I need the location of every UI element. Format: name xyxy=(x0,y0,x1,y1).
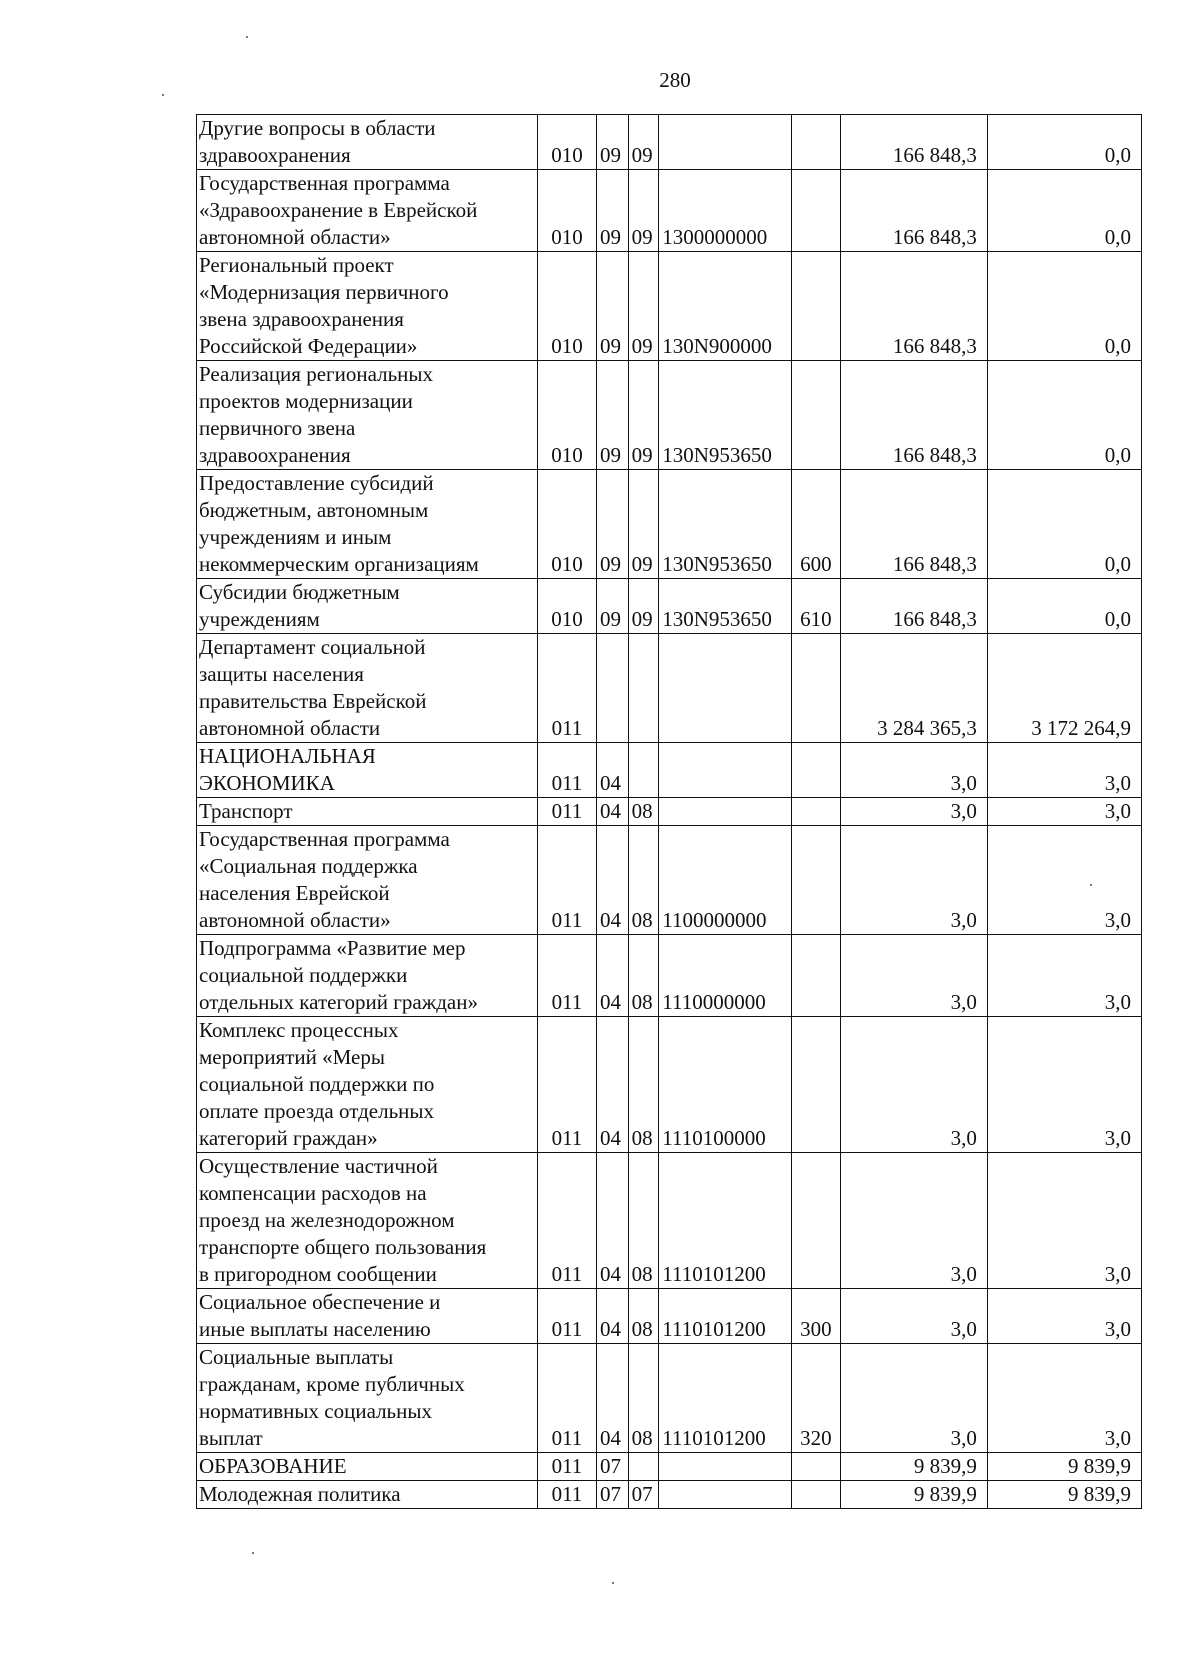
ministry-code-cell: 011 xyxy=(537,1453,596,1481)
item-name-cell xyxy=(197,470,538,579)
amount-second-cell: 3,0 xyxy=(987,798,1141,826)
table-row xyxy=(197,361,1142,470)
item-name-line: Департамент социальной xyxy=(199,635,426,659)
section-code-cell: 09 xyxy=(597,115,629,170)
item-name-line: гражданам, кроме публичных xyxy=(199,1372,465,1396)
item-name-cell xyxy=(197,361,538,470)
amount-first-cell: 166 848,3 xyxy=(840,252,987,361)
expense-type-cell xyxy=(791,170,840,252)
amount-second-cell: 0,0 xyxy=(987,252,1141,361)
subsection-code-cell: 08 xyxy=(628,1344,659,1453)
item-name-cell xyxy=(197,743,538,798)
amount-first-cell: 166 848,3 xyxy=(840,579,987,634)
item-name-cell xyxy=(197,579,538,634)
item-name-line: НАЦИОНАЛЬНАЯ xyxy=(199,744,376,768)
budget-table xyxy=(196,114,1142,1509)
expense-type-cell xyxy=(791,826,840,935)
item-name-line: Социальное обеспечение и xyxy=(199,1290,441,1314)
section-code-cell: 07 xyxy=(597,1453,629,1481)
section-code-cell: 04 xyxy=(597,826,629,935)
item-name-line: Субсидии бюджетным xyxy=(199,580,400,604)
item-name-line: «Здравоохранение в Еврейской xyxy=(199,198,478,222)
expense-type-cell: 320 xyxy=(791,1344,840,1453)
section-code-cell: 04 xyxy=(597,1344,629,1453)
amount-second-cell: 0,0 xyxy=(987,470,1141,579)
item-name-line: оплате проезда отдельных xyxy=(199,1099,435,1123)
ministry-code-cell: 010 xyxy=(537,115,596,170)
item-name-line: социальной поддержки xyxy=(199,963,408,987)
ministry-code-cell: 010 xyxy=(537,361,596,470)
expense-type-cell: 600 xyxy=(791,470,840,579)
expense-type-cell xyxy=(791,634,840,743)
item-name-line: населения Еврейской xyxy=(199,881,390,905)
target-article-cell: 130N953650 xyxy=(659,579,792,634)
item-name-line: Молодежная политика xyxy=(199,1482,401,1506)
amount-first-cell: 3,0 xyxy=(840,1289,987,1344)
item-name-line: Реализация региональных xyxy=(199,362,434,386)
item-name-cell xyxy=(197,1481,538,1509)
item-name-line: социальной поддержки по xyxy=(199,1072,435,1096)
expense-type-cell: 300 xyxy=(791,1289,840,1344)
amount-first-cell: 166 848,3 xyxy=(840,170,987,252)
subsection-code-cell: 08 xyxy=(628,935,659,1017)
item-name-line: Транспорт xyxy=(199,799,293,823)
ministry-code-cell: 011 xyxy=(537,634,596,743)
item-name-cell xyxy=(197,252,538,361)
amount-second-cell: 9 839,9 xyxy=(987,1481,1141,1509)
item-name-line: выплат xyxy=(199,1426,263,1450)
ministry-code-cell: 011 xyxy=(537,1153,596,1289)
item-name-line: Другие вопросы в области xyxy=(199,116,436,140)
item-name-line: Социальные выплаты xyxy=(199,1345,394,1369)
item-name-line: Государственная программа xyxy=(199,827,450,851)
subsection-code-cell: 08 xyxy=(628,798,659,826)
subsection-code-cell: 08 xyxy=(628,1017,659,1153)
item-name-line: учреждениям xyxy=(199,607,320,631)
item-name-line: нормативных социальных xyxy=(199,1399,432,1423)
section-code-cell xyxy=(597,634,629,743)
item-name-line: правительства Еврейской xyxy=(199,689,427,713)
ministry-code-cell: 011 xyxy=(537,743,596,798)
amount-first-cell: 9 839,9 xyxy=(840,1453,987,1481)
ministry-code-cell: 010 xyxy=(537,470,596,579)
amount-second-cell: 3,0 xyxy=(987,1289,1141,1344)
section-code-cell: 04 xyxy=(597,1289,629,1344)
section-code-cell: 04 xyxy=(597,743,629,798)
target-article-cell: 130N953650 xyxy=(659,361,792,470)
target-article-cell: 1110000000 xyxy=(659,935,792,1017)
item-name-line: учреждениям и иным xyxy=(199,525,392,549)
page-number: 280 xyxy=(659,68,691,92)
table-row xyxy=(197,743,1142,798)
item-name-line: автономной области» xyxy=(199,225,391,249)
table-row xyxy=(197,634,1142,743)
amount-second-cell: 3,0 xyxy=(987,1153,1141,1289)
item-name-line: категорий граждан» xyxy=(199,1126,378,1150)
table-row xyxy=(197,470,1142,579)
amount-first-cell: 3,0 xyxy=(840,1017,987,1153)
item-name-cell xyxy=(197,1153,538,1289)
ministry-code-cell: 011 xyxy=(537,935,596,1017)
item-name-cell xyxy=(197,935,538,1017)
section-code-cell: 04 xyxy=(597,1017,629,1153)
item-name-line: автономной области xyxy=(199,716,381,740)
item-name-line: транспорте общего пользования xyxy=(199,1235,487,1259)
item-name-line: проезд на железнодорожном xyxy=(199,1208,455,1232)
table-body xyxy=(197,115,1142,1509)
item-name-line: мероприятий «Меры xyxy=(199,1045,385,1069)
expense-type-cell: 610 xyxy=(791,579,840,634)
subsection-code-cell: 08 xyxy=(628,1289,659,1344)
expense-type-cell xyxy=(791,1017,840,1153)
target-article-cell: 1110101200 xyxy=(659,1153,792,1289)
table-row xyxy=(197,579,1142,634)
section-code-cell: 09 xyxy=(597,361,629,470)
item-name-line: некоммерческим организациям xyxy=(199,552,479,576)
subsection-code-cell xyxy=(628,1453,659,1481)
table-row xyxy=(197,115,1142,170)
amount-first-cell: 3,0 xyxy=(840,743,987,798)
target-article-cell xyxy=(659,115,792,170)
table-row xyxy=(197,826,1142,935)
item-name-cell xyxy=(197,1017,538,1153)
item-name-cell xyxy=(197,170,538,252)
subsection-code-cell xyxy=(628,743,659,798)
ministry-code-cell: 010 xyxy=(537,579,596,634)
item-name-line: отдельных категорий граждан» xyxy=(199,990,478,1014)
item-name-cell xyxy=(197,798,538,826)
item-name-line: «Социальная поддержка xyxy=(199,854,418,878)
item-name-line: Комплекс процессных xyxy=(199,1018,399,1042)
item-name-line: ЭКОНОМИКА xyxy=(199,771,335,795)
amount-second-cell: 3,0 xyxy=(987,1017,1141,1153)
target-article-cell: 1100000000 xyxy=(659,826,792,935)
table-row xyxy=(197,1289,1142,1344)
target-article-cell xyxy=(659,798,792,826)
table-row xyxy=(197,1453,1142,1481)
scan-speck xyxy=(612,1582,614,1584)
amount-first-cell: 3,0 xyxy=(840,1153,987,1289)
item-name-line: иные выплаты населению xyxy=(199,1317,431,1341)
target-article-cell xyxy=(659,634,792,743)
scan-speck xyxy=(1090,884,1092,886)
table-row xyxy=(197,1153,1142,1289)
ministry-code-cell: 011 xyxy=(537,798,596,826)
target-article-cell xyxy=(659,1453,792,1481)
item-name-line: защиты населения xyxy=(199,662,364,686)
amount-second-cell: 3,0 xyxy=(987,935,1141,1017)
table-row xyxy=(197,798,1142,826)
amount-second-cell: 0,0 xyxy=(987,579,1141,634)
subsection-code-cell: 09 xyxy=(628,252,659,361)
item-name-line: автономной области» xyxy=(199,908,391,932)
item-name-cell xyxy=(197,634,538,743)
amount-first-cell: 9 839,9 xyxy=(840,1481,987,1509)
section-code-cell: 04 xyxy=(597,935,629,1017)
subsection-code-cell: 09 xyxy=(628,361,659,470)
table-row xyxy=(197,252,1142,361)
ministry-code-cell: 011 xyxy=(537,1017,596,1153)
item-name-line: Подпрограмма «Развитие мер xyxy=(199,936,466,960)
subsection-code-cell: 07 xyxy=(628,1481,659,1509)
item-name-line: Государственная программа xyxy=(199,171,450,195)
item-name-cell xyxy=(197,1289,538,1344)
expense-type-cell xyxy=(791,115,840,170)
section-code-cell: 04 xyxy=(597,1153,629,1289)
subsection-code-cell: 09 xyxy=(628,470,659,579)
amount-first-cell: 3,0 xyxy=(840,935,987,1017)
amount-second-cell: 0,0 xyxy=(987,361,1141,470)
section-code-cell: 09 xyxy=(597,470,629,579)
item-name-cell xyxy=(197,1453,538,1481)
scan-speck xyxy=(162,94,164,96)
table-row xyxy=(197,1017,1142,1153)
expense-type-cell xyxy=(791,743,840,798)
item-name-line: здравоохранения xyxy=(199,443,351,467)
subsection-code-cell: 09 xyxy=(628,170,659,252)
item-name-cell xyxy=(197,1344,538,1453)
subsection-code-cell: 08 xyxy=(628,826,659,935)
amount-first-cell: 166 848,3 xyxy=(840,470,987,579)
amount-first-cell: 3 284 365,3 xyxy=(840,634,987,743)
section-code-cell: 09 xyxy=(597,170,629,252)
amount-first-cell: 166 848,3 xyxy=(840,115,987,170)
amount-second-cell: 3,0 xyxy=(987,743,1141,798)
subsection-code-cell: 09 xyxy=(628,115,659,170)
item-name-line: компенсации расходов на xyxy=(199,1181,427,1205)
expense-type-cell xyxy=(791,798,840,826)
amount-second-cell: 0,0 xyxy=(987,170,1141,252)
expense-type-cell xyxy=(791,935,840,1017)
target-article-cell: 130N953650 xyxy=(659,470,792,579)
item-name-line: бюджетным, автономным xyxy=(199,498,429,522)
table-row xyxy=(197,935,1142,1017)
amount-second-cell: 9 839,9 xyxy=(987,1453,1141,1481)
expense-type-cell xyxy=(791,1153,840,1289)
target-article-cell xyxy=(659,1481,792,1509)
amount-first-cell: 166 848,3 xyxy=(840,361,987,470)
ministry-code-cell: 010 xyxy=(537,252,596,361)
table-row xyxy=(197,1481,1142,1509)
amount-first-cell: 3,0 xyxy=(840,798,987,826)
item-name-line: «Модернизация первичного xyxy=(199,280,449,304)
section-code-cell: 09 xyxy=(597,252,629,361)
amount-second-cell: 0,0 xyxy=(987,115,1141,170)
expense-type-cell xyxy=(791,1481,840,1509)
subsection-code-cell: 08 xyxy=(628,1153,659,1289)
item-name-line: первичного звена xyxy=(199,416,356,440)
ministry-code-cell: 011 xyxy=(537,1344,596,1453)
section-code-cell: 04 xyxy=(597,798,629,826)
table-row xyxy=(197,170,1142,252)
item-name-line: Осуществление частичной xyxy=(199,1154,438,1178)
section-code-cell: 07 xyxy=(597,1481,629,1509)
expense-type-cell xyxy=(791,361,840,470)
ministry-code-cell: 011 xyxy=(537,1481,596,1509)
amount-second-cell: 3,0 xyxy=(987,826,1141,935)
target-article-cell: 1300000000 xyxy=(659,170,792,252)
section-code-cell: 09 xyxy=(597,579,629,634)
item-name-line: звена здравоохранения xyxy=(199,307,404,331)
ministry-code-cell: 011 xyxy=(537,826,596,935)
item-name-line: Предоставление субсидий xyxy=(199,471,434,495)
target-article-cell xyxy=(659,743,792,798)
target-article-cell: 1110100000 xyxy=(659,1017,792,1153)
item-name-cell xyxy=(197,115,538,170)
item-name-line: ОБРАЗОВАНИЕ xyxy=(199,1454,347,1478)
item-name-line: проектов модернизации xyxy=(199,389,413,413)
item-name-line: в пригородном сообщении xyxy=(199,1262,437,1286)
ministry-code-cell: 011 xyxy=(537,1289,596,1344)
scan-speck xyxy=(252,1552,254,1554)
expense-type-cell xyxy=(791,1453,840,1481)
amount-first-cell: 3,0 xyxy=(840,826,987,935)
item-name-line: Российской Федерации» xyxy=(199,334,418,358)
amount-first-cell: 3,0 xyxy=(840,1344,987,1453)
ministry-code-cell: 010 xyxy=(537,170,596,252)
target-article-cell: 1110101200 xyxy=(659,1344,792,1453)
item-name-line: Региональный проект xyxy=(199,253,394,277)
target-article-cell: 130N900000 xyxy=(659,252,792,361)
amount-second-cell: 3,0 xyxy=(987,1344,1141,1453)
table-row xyxy=(197,1344,1142,1453)
subsection-code-cell: 09 xyxy=(628,579,659,634)
subsection-code-cell xyxy=(628,634,659,743)
item-name-cell xyxy=(197,826,538,935)
expense-type-cell xyxy=(791,252,840,361)
target-article-cell: 1110101200 xyxy=(659,1289,792,1344)
amount-second-cell: 3 172 264,9 xyxy=(987,634,1141,743)
item-name-line: здравоохранения xyxy=(199,143,351,167)
scan-speck xyxy=(246,36,248,38)
